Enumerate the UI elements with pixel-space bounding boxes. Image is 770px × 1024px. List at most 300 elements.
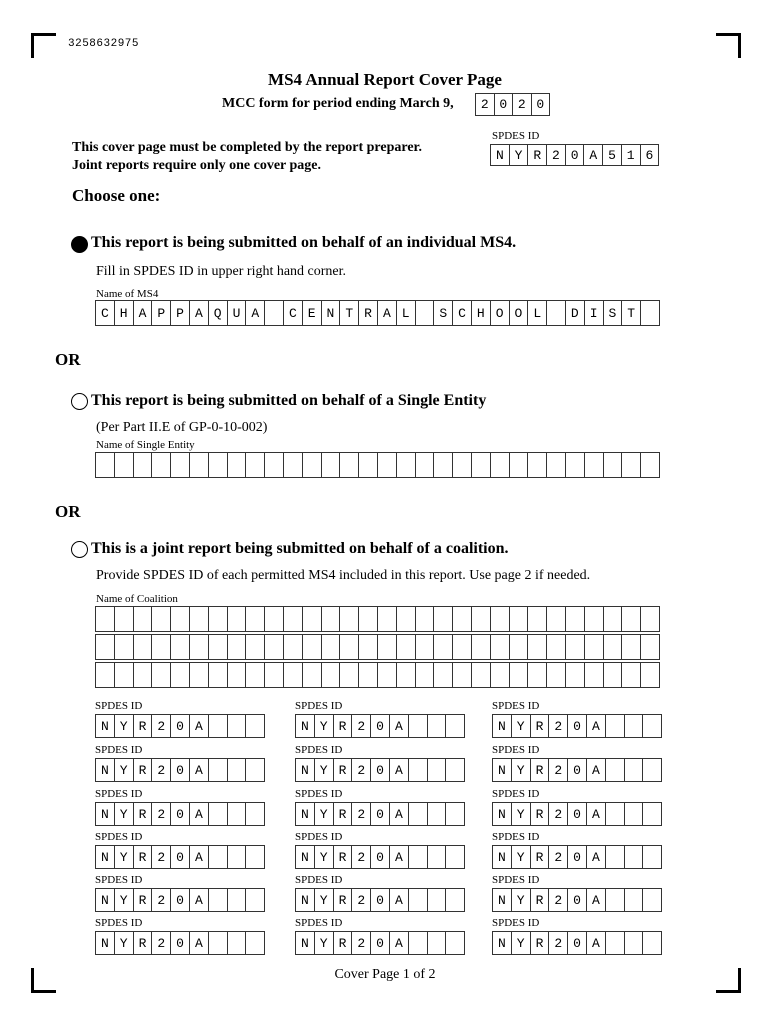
char-cell: N xyxy=(493,845,512,869)
char-cell: R xyxy=(334,845,353,869)
char-cell: A xyxy=(246,300,265,326)
char-cell: A xyxy=(584,144,603,166)
char-cell xyxy=(359,634,378,660)
char-cell: R xyxy=(134,714,153,738)
char-cell xyxy=(622,606,641,632)
char-cell: R xyxy=(531,845,550,869)
char-cell xyxy=(491,662,510,688)
coalition-spdes-id-field[interactable] xyxy=(95,931,265,955)
char-cell xyxy=(434,662,453,688)
char-cell: E xyxy=(303,300,322,326)
char-cell: Y xyxy=(512,758,531,782)
coalition-spdes-id-field[interactable] xyxy=(295,845,465,869)
char-cell xyxy=(96,662,115,688)
char-cell xyxy=(528,634,547,660)
char-cell xyxy=(265,662,284,688)
char-cell: Y xyxy=(315,845,334,869)
radio-coalition[interactable] xyxy=(71,541,88,558)
char-cell xyxy=(604,452,623,478)
spdes-id-label: SPDES ID xyxy=(492,130,540,142)
char-cell xyxy=(246,931,265,955)
char-cell xyxy=(472,634,491,660)
char-cell: R xyxy=(531,931,550,955)
char-cell xyxy=(209,662,228,688)
char-cell: N xyxy=(96,714,115,738)
char-cell: T xyxy=(622,300,641,326)
single-entity-name-label: Name of Single Entity xyxy=(96,439,195,451)
char-cell xyxy=(378,662,397,688)
char-cell: Y xyxy=(315,931,334,955)
char-cell xyxy=(209,634,228,660)
char-cell xyxy=(566,452,585,478)
char-cell xyxy=(622,452,641,478)
char-cell xyxy=(246,714,265,738)
char-cell: 2 xyxy=(352,888,371,912)
char-cell: 2 xyxy=(352,802,371,826)
char-cell: Y xyxy=(315,714,334,738)
char-cell xyxy=(585,452,604,478)
char-cell: A xyxy=(587,758,606,782)
char-cell xyxy=(409,758,428,782)
coalition-spdes-id-field[interactable] xyxy=(492,758,662,782)
char-cell xyxy=(510,452,529,478)
char-cell xyxy=(115,634,134,660)
char-cell xyxy=(322,634,341,660)
char-cell xyxy=(416,300,435,326)
char-cell xyxy=(643,714,662,738)
coalition-spdes-id-field[interactable] xyxy=(95,758,265,782)
char-cell xyxy=(209,452,228,478)
char-cell: R xyxy=(134,758,153,782)
char-cell: D xyxy=(566,300,585,326)
char-cell xyxy=(246,634,265,660)
instructions xyxy=(72,139,422,175)
char-cell xyxy=(510,634,529,660)
char-cell xyxy=(303,662,322,688)
char-cell xyxy=(96,606,115,632)
char-cell: Y xyxy=(510,144,529,166)
char-cell xyxy=(446,845,465,869)
char-cell xyxy=(209,931,228,955)
char-cell xyxy=(265,452,284,478)
char-cell xyxy=(547,606,566,632)
char-cell xyxy=(228,845,247,869)
char-cell xyxy=(322,662,341,688)
char-cell xyxy=(152,452,171,478)
char-cell: C xyxy=(453,300,472,326)
coalition-spdes-label: SPDES ID xyxy=(295,831,343,843)
char-cell: A xyxy=(190,931,209,955)
char-cell xyxy=(547,300,566,326)
char-cell: C xyxy=(96,300,115,326)
char-cell: N xyxy=(96,931,115,955)
char-cell xyxy=(340,452,359,478)
char-cell xyxy=(453,606,472,632)
coalition-spdes-label: SPDES ID xyxy=(492,700,540,712)
char-cell xyxy=(416,606,435,632)
char-cell xyxy=(641,606,660,632)
char-cell xyxy=(446,714,465,738)
char-cell: Y xyxy=(512,714,531,738)
coalition-spdes-label: SPDES ID xyxy=(295,917,343,929)
coalition-spdes-id-field[interactable] xyxy=(95,802,265,826)
option-coalition-note: Provide SPDES ID of each permitted MS4 included in this report. Use page 2 if needed. xyxy=(96,568,591,583)
char-cell xyxy=(171,662,190,688)
char-cell: R xyxy=(334,888,353,912)
char-cell: Y xyxy=(315,802,334,826)
char-cell: 0 xyxy=(371,758,390,782)
char-cell: N xyxy=(493,802,512,826)
char-cell: 0 xyxy=(568,931,587,955)
char-cell: R xyxy=(334,931,353,955)
char-cell xyxy=(96,634,115,660)
char-cell xyxy=(446,931,465,955)
page-title: MS4 Annual Report Cover Page xyxy=(268,70,502,89)
char-cell xyxy=(641,662,660,688)
char-cell xyxy=(228,634,247,660)
char-cell: 0 xyxy=(171,714,190,738)
char-cell xyxy=(606,714,625,738)
char-cell: A xyxy=(390,714,409,738)
coalition-spdes-id-field[interactable] xyxy=(492,888,662,912)
char-cell xyxy=(491,606,510,632)
char-cell xyxy=(453,634,472,660)
char-cell xyxy=(397,606,416,632)
char-cell: A xyxy=(190,714,209,738)
option-individual-ms4-note: Fill in SPDES ID in upper right hand corner. xyxy=(96,264,347,279)
char-cell xyxy=(641,452,660,478)
coalition-spdes-id-field[interactable] xyxy=(95,888,265,912)
coalition-spdes-label: SPDES ID xyxy=(295,744,343,756)
char-cell: 2 xyxy=(476,93,495,116)
coalition-spdes-id-field[interactable] xyxy=(492,931,662,955)
option-single-entity-note: (Per Part II.E of GP-0-10-002) xyxy=(96,420,268,435)
char-cell xyxy=(409,888,428,912)
char-cell xyxy=(209,888,228,912)
char-cell xyxy=(604,606,623,632)
char-cell xyxy=(322,452,341,478)
char-cell: Y xyxy=(512,931,531,955)
char-cell: A xyxy=(190,300,209,326)
char-cell: N xyxy=(493,714,512,738)
char-cell: R xyxy=(531,802,550,826)
coalition-spdes-id-field[interactable] xyxy=(295,758,465,782)
char-cell xyxy=(265,634,284,660)
char-cell: 0 xyxy=(171,888,190,912)
char-cell: T xyxy=(340,300,359,326)
char-cell: R xyxy=(531,758,550,782)
char-cell: L xyxy=(528,300,547,326)
char-cell xyxy=(171,634,190,660)
char-cell: 0 xyxy=(371,714,390,738)
char-cell: 2 xyxy=(152,888,171,912)
spdes-id-field[interactable] xyxy=(490,144,659,166)
char-cell: 6 xyxy=(641,144,660,166)
char-cell xyxy=(246,888,265,912)
char-cell: 0 xyxy=(371,845,390,869)
char-cell: N xyxy=(296,802,315,826)
char-cell xyxy=(397,452,416,478)
char-cell xyxy=(228,452,247,478)
char-cell xyxy=(190,606,209,632)
char-cell xyxy=(322,606,341,632)
char-cell: Y xyxy=(115,802,134,826)
char-cell xyxy=(284,452,303,478)
char-cell: A xyxy=(390,758,409,782)
coalition-spdes-label: SPDES ID xyxy=(295,788,343,800)
char-cell xyxy=(190,662,209,688)
char-cell xyxy=(604,662,623,688)
coalition-spdes-label: SPDES ID xyxy=(95,700,143,712)
coalition-name-label: Name of Coalition xyxy=(96,593,178,605)
char-cell: 2 xyxy=(152,845,171,869)
char-cell xyxy=(641,634,660,660)
char-cell xyxy=(409,931,428,955)
year-field[interactable] xyxy=(475,93,550,116)
char-cell: 0 xyxy=(171,758,190,782)
char-cell xyxy=(566,606,585,632)
char-cell xyxy=(416,662,435,688)
coalition-spdes-id-field[interactable] xyxy=(95,845,265,869)
char-cell: Y xyxy=(315,758,334,782)
crop-mark-top-left xyxy=(31,33,56,58)
coalition-spdes-id-field[interactable] xyxy=(95,714,265,738)
char-cell: 2 xyxy=(152,758,171,782)
char-cell: A xyxy=(190,802,209,826)
char-cell: 2 xyxy=(352,845,371,869)
char-cell: L xyxy=(397,300,416,326)
char-cell xyxy=(246,802,265,826)
coalition-spdes-label: SPDES ID xyxy=(492,831,540,843)
option-coalition-label: This is a joint report being submitted on behalf of a coalition. xyxy=(91,540,509,557)
char-cell: 2 xyxy=(352,714,371,738)
char-cell xyxy=(585,662,604,688)
char-cell xyxy=(409,714,428,738)
char-cell xyxy=(134,606,153,632)
char-cell: Y xyxy=(512,802,531,826)
char-cell xyxy=(359,452,378,478)
char-cell xyxy=(265,606,284,632)
char-cell: N xyxy=(96,845,115,869)
char-cell: Y xyxy=(115,845,134,869)
char-cell xyxy=(428,714,447,738)
char-cell: 0 xyxy=(568,802,587,826)
char-cell: N xyxy=(296,714,315,738)
crop-mark-top-right xyxy=(716,33,741,58)
char-cell xyxy=(228,802,247,826)
char-cell xyxy=(246,845,265,869)
char-cell: 0 xyxy=(371,888,390,912)
char-cell: N xyxy=(322,300,341,326)
char-cell xyxy=(303,452,322,478)
char-cell xyxy=(625,714,644,738)
char-cell xyxy=(246,662,265,688)
ms4-name-field[interactable] xyxy=(95,300,660,326)
char-cell: 0 xyxy=(371,931,390,955)
char-cell xyxy=(643,931,662,955)
char-cell xyxy=(284,634,303,660)
coalition-spdes-label: SPDES ID xyxy=(95,874,143,886)
char-cell: 2 xyxy=(352,931,371,955)
char-cell xyxy=(359,662,378,688)
single-entity-name-field[interactable] xyxy=(95,452,660,478)
char-cell: R xyxy=(134,931,153,955)
char-cell xyxy=(228,662,247,688)
char-cell: A xyxy=(390,931,409,955)
char-cell: P xyxy=(152,300,171,326)
char-cell: Y xyxy=(115,931,134,955)
char-cell: R xyxy=(134,845,153,869)
instruction-line-1: This cover page must be completed by the report preparer. xyxy=(72,140,422,155)
char-cell: 2 xyxy=(549,758,568,782)
char-cell xyxy=(453,662,472,688)
char-cell xyxy=(643,888,662,912)
coalition-spdes-id-field[interactable] xyxy=(295,888,465,912)
char-cell: Y xyxy=(115,758,134,782)
char-cell xyxy=(409,802,428,826)
coalition-spdes-id-field[interactable] xyxy=(492,802,662,826)
char-cell: 2 xyxy=(549,888,568,912)
char-cell xyxy=(547,662,566,688)
char-cell xyxy=(96,452,115,478)
char-cell xyxy=(359,606,378,632)
char-cell xyxy=(606,845,625,869)
char-cell xyxy=(491,452,510,478)
char-cell xyxy=(625,845,644,869)
period-label: MCC form for period ending March 9, xyxy=(222,96,454,111)
char-cell: 2 xyxy=(549,845,568,869)
char-cell: 2 xyxy=(152,802,171,826)
char-cell: N xyxy=(296,758,315,782)
char-cell: I xyxy=(585,300,604,326)
char-cell xyxy=(409,845,428,869)
char-cell xyxy=(397,634,416,660)
char-cell: A xyxy=(190,888,209,912)
char-cell xyxy=(428,845,447,869)
char-cell xyxy=(265,300,284,326)
char-cell xyxy=(246,606,265,632)
char-cell: A xyxy=(134,300,153,326)
char-cell xyxy=(625,758,644,782)
char-cell: Y xyxy=(115,714,134,738)
char-cell: A xyxy=(190,845,209,869)
char-cell xyxy=(625,802,644,826)
char-cell: 2 xyxy=(549,802,568,826)
char-cell: R xyxy=(528,144,547,166)
ms4-name-label: Name of MS4 xyxy=(96,288,159,300)
char-cell xyxy=(340,662,359,688)
char-cell: N xyxy=(296,888,315,912)
char-cell xyxy=(428,888,447,912)
char-cell: 0 xyxy=(171,931,190,955)
char-cell xyxy=(134,634,153,660)
char-cell xyxy=(428,758,447,782)
char-cell: H xyxy=(115,300,134,326)
char-cell xyxy=(606,802,625,826)
radio-single-entity[interactable] xyxy=(71,393,88,410)
char-cell xyxy=(228,606,247,632)
coalition-name-row[interactable] xyxy=(95,662,660,688)
char-cell xyxy=(625,888,644,912)
coalition-name-row[interactable] xyxy=(95,634,660,660)
char-cell xyxy=(566,634,585,660)
coalition-spdes-label: SPDES ID xyxy=(492,874,540,886)
char-cell: Y xyxy=(512,845,531,869)
char-cell xyxy=(528,662,547,688)
char-cell: N xyxy=(491,144,510,166)
char-cell xyxy=(472,452,491,478)
coalition-spdes-id-field[interactable] xyxy=(295,714,465,738)
char-cell: O xyxy=(491,300,510,326)
char-cell xyxy=(115,452,134,478)
or-separator-2: OR xyxy=(55,502,81,521)
char-cell xyxy=(209,606,228,632)
char-cell xyxy=(378,606,397,632)
char-cell: 0 xyxy=(568,845,587,869)
char-cell xyxy=(606,931,625,955)
char-cell xyxy=(378,634,397,660)
char-cell xyxy=(228,888,247,912)
char-cell: R xyxy=(334,714,353,738)
char-cell xyxy=(303,606,322,632)
char-cell: 0 xyxy=(568,758,587,782)
coalition-spdes-label: SPDES ID xyxy=(95,831,143,843)
char-cell: Y xyxy=(512,888,531,912)
radio-individual-ms4[interactable] xyxy=(71,236,88,253)
coalition-name-row[interactable] xyxy=(95,606,660,632)
char-cell xyxy=(434,634,453,660)
coalition-spdes-id-field[interactable] xyxy=(295,802,465,826)
char-cell xyxy=(171,606,190,632)
char-cell: N xyxy=(296,845,315,869)
char-cell xyxy=(340,634,359,660)
char-cell xyxy=(434,452,453,478)
coalition-spdes-label: SPDES ID xyxy=(95,917,143,929)
char-cell: A xyxy=(587,714,606,738)
char-cell xyxy=(446,758,465,782)
char-cell xyxy=(528,606,547,632)
char-cell xyxy=(378,452,397,478)
document-id: 3258632975 xyxy=(68,38,140,50)
char-cell: C xyxy=(284,300,303,326)
char-cell: N xyxy=(493,931,512,955)
char-cell xyxy=(625,931,644,955)
char-cell xyxy=(566,662,585,688)
char-cell: R xyxy=(531,714,550,738)
char-cell xyxy=(491,634,510,660)
char-cell: N xyxy=(96,802,115,826)
char-cell: 2 xyxy=(152,931,171,955)
char-cell: R xyxy=(531,888,550,912)
char-cell: 2 xyxy=(513,93,532,116)
coalition-spdes-label: SPDES ID xyxy=(492,788,540,800)
char-cell: N xyxy=(96,758,115,782)
char-cell xyxy=(115,606,134,632)
char-cell: A xyxy=(587,888,606,912)
option-individual-ms4-label: This report is being submitted on behalf of an individual MS4. xyxy=(91,234,517,251)
char-cell: A xyxy=(190,758,209,782)
char-cell: 2 xyxy=(152,714,171,738)
char-cell xyxy=(622,662,641,688)
char-cell xyxy=(643,845,662,869)
char-cell xyxy=(152,662,171,688)
coalition-spdes-id-field[interactable] xyxy=(295,931,465,955)
coalition-spdes-id-field[interactable] xyxy=(492,845,662,869)
coalition-spdes-id-field[interactable] xyxy=(492,714,662,738)
char-cell xyxy=(115,662,134,688)
char-cell: R xyxy=(334,802,353,826)
coalition-spdes-label: SPDES ID xyxy=(95,788,143,800)
